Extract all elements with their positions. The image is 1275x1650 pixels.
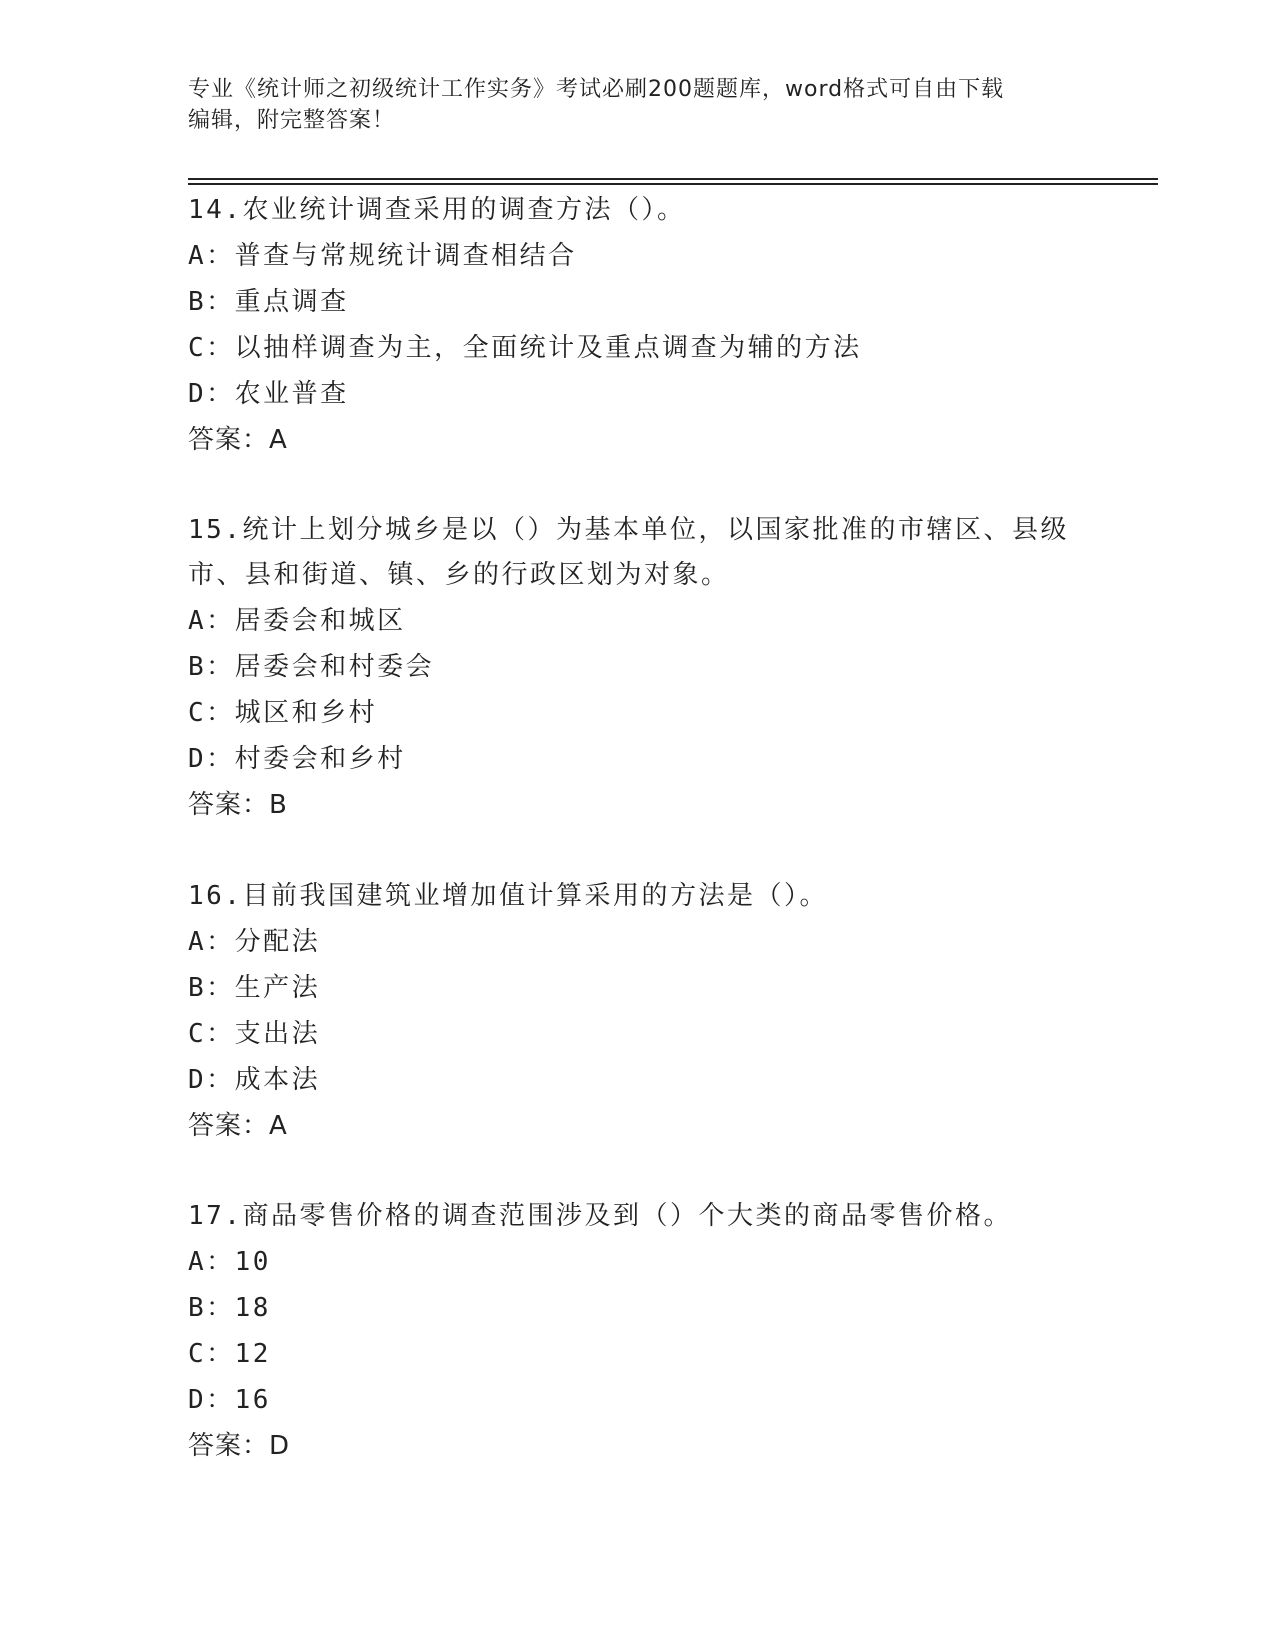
answer-line: 答案：A (188, 1111, 288, 1141)
document-header (188, 74, 1088, 136)
option-a: A：分配法 (188, 927, 321, 957)
option-d: D：成本法 (188, 1065, 321, 1095)
answer-line: 答案：A (188, 425, 288, 455)
option-b: B：生产法 (188, 973, 321, 1003)
option-a: A：10 (188, 1247, 271, 1277)
question-stem: 14.农业统计调查采用的调查方法（）。 (188, 195, 686, 225)
option-a: A：居委会和城区 (188, 606, 406, 636)
header-divider-bottom (188, 183, 1158, 185)
option-c: C：12 (188, 1339, 271, 1369)
option-a: A：普查与常规统计调查相结合 (188, 241, 577, 271)
question-block (188, 874, 1108, 1149)
answer-line: 答案：D (188, 1431, 291, 1461)
question-block (188, 508, 1108, 828)
option-b: B：重点调查 (188, 287, 349, 317)
option-b: B：居委会和村委会 (188, 652, 435, 682)
option-c: C：支出法 (188, 1019, 321, 1049)
answer-line: 答案：B (188, 790, 288, 820)
option-c: C：城区和乡村 (188, 698, 378, 728)
option-b: B：18 (188, 1293, 271, 1323)
question-block (188, 188, 1108, 463)
option-c: C：以抽样调查为主，全面统计及重点调查为辅的方法 (188, 333, 862, 363)
header-line-2: 编辑，附完整答案！ (188, 108, 396, 133)
question-stem: 16.目前我国建筑业增加值计算采用的方法是（）。 (188, 881, 828, 911)
question-stem: 17.商品零售价格的调查范围涉及到（）个大类的商品零售价格。 (188, 1201, 1012, 1231)
option-d: D：农业普查 (188, 379, 349, 409)
option-d: D：16 (188, 1385, 271, 1415)
question-stem-line-1: 15.统计上划分城乡是以（）为基本单位，以国家批准的市辖区、县级 (188, 515, 1069, 545)
question-block (188, 1194, 1108, 1469)
option-d: D：村委会和乡村 (188, 744, 406, 774)
header-line-1: 专业《统计师之初级统计工作实务》考试必刷200题题库，word格式可自由下载 (188, 77, 1005, 102)
question-stem-line-2: 市、县和街道、镇、乡的行政区划为对象。 (188, 560, 730, 590)
header-divider-top (188, 178, 1158, 180)
